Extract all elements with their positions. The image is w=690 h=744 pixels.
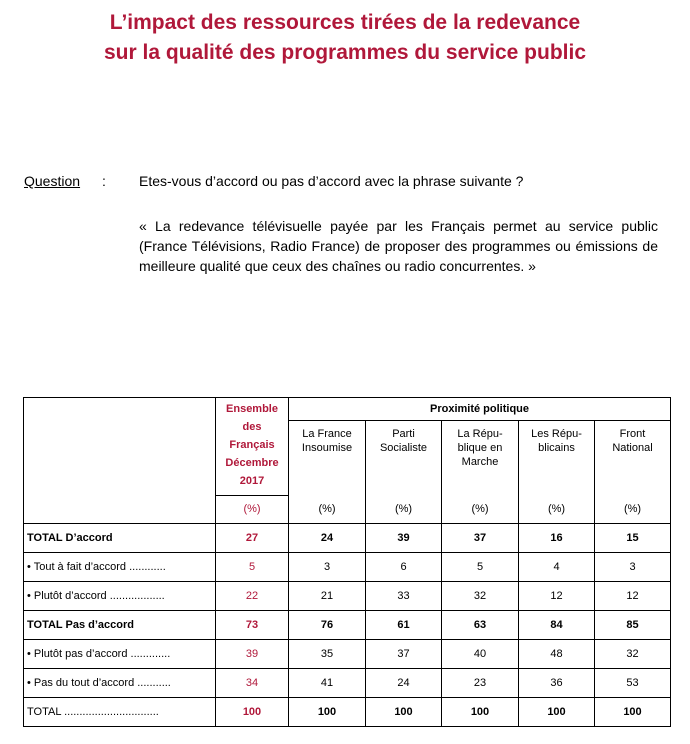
party-value: 21 — [289, 581, 366, 610]
party-name-line: Socialiste — [379, 442, 428, 454]
party-name-line: La Répu- — [457, 428, 503, 440]
party-value: 61 — [366, 610, 442, 639]
party-value: 37 — [366, 639, 442, 668]
ensemble-header-line: Français — [229, 439, 275, 451]
row-label: • Tout à fait d’accord ............ — [24, 552, 216, 581]
ensemble-header-line: Ensemble — [226, 403, 278, 415]
party-value: 16 — [519, 523, 595, 552]
table-row — [24, 523, 671, 552]
party-value: 100 — [289, 697, 366, 726]
party-name-line: blicains — [538, 442, 575, 454]
party-value: 6 — [366, 552, 442, 581]
party-value: 85 — [595, 610, 671, 639]
ensemble-value: 27 — [216, 523, 289, 552]
party-name-line: blique en — [457, 442, 503, 454]
party-value: 36 — [519, 668, 595, 697]
party-header-lrem — [442, 421, 519, 496]
party-value: 100 — [595, 697, 671, 726]
ensemble-header-line: des — [242, 421, 262, 433]
ensemble-header-line: 2017 — [239, 475, 265, 487]
party-value: 35 — [289, 639, 366, 668]
party-name-line: National — [612, 442, 653, 454]
party-header-lfi — [289, 421, 366, 496]
table-row — [24, 639, 671, 668]
ensemble-value: 22 — [216, 581, 289, 610]
party-name-line: Les Répu- — [531, 428, 582, 440]
party-percent-unit: (%) — [519, 495, 595, 523]
party-percent-unit: (%) — [595, 495, 671, 523]
party-name-line: Parti — [392, 428, 415, 440]
party-percent-unit: (%) — [289, 495, 366, 523]
party-value: 53 — [595, 668, 671, 697]
row-label: TOTAL Pas d’accord — [24, 610, 216, 639]
party-value: 37 — [442, 523, 519, 552]
row-label: • Plutôt pas d’accord ............. — [24, 639, 216, 668]
party-value: 100 — [519, 697, 595, 726]
ensemble-header-line: Décembre — [225, 457, 279, 469]
table-row — [24, 668, 671, 697]
party-name-line: Front — [619, 428, 646, 440]
header-corner-cell — [24, 398, 216, 524]
political-proximity-header: Proximité politique — [289, 398, 671, 421]
party-name-line: La France — [302, 428, 352, 440]
party-value: 100 — [366, 697, 442, 726]
party-value: 15 — [595, 523, 671, 552]
party-name-line: Insoumise — [301, 442, 353, 454]
party-value: 3 — [595, 552, 671, 581]
party-value: 23 — [442, 668, 519, 697]
question-label: Question — [24, 173, 81, 189]
ensemble-header — [216, 398, 289, 496]
table-row — [24, 581, 671, 610]
party-value: 32 — [442, 581, 519, 610]
title-line-2: sur la qualité des programmes du service public — [104, 41, 586, 64]
title-line-1: L’impact des ressources tirées de la redevance — [109, 11, 581, 34]
question-colon: : — [102, 173, 106, 189]
party-name-line: Marche — [461, 456, 499, 468]
party-header-fn — [595, 421, 671, 496]
results-table — [23, 397, 671, 727]
ensemble-percent-unit: (%) — [216, 495, 289, 523]
party-value: 12 — [595, 581, 671, 610]
party-value: 32 — [595, 639, 671, 668]
ensemble-value: 5 — [216, 552, 289, 581]
party-value: 24 — [289, 523, 366, 552]
ensemble-value: 39 — [216, 639, 289, 668]
party-value: 5 — [442, 552, 519, 581]
row-label: • Pas du tout d’accord ........... — [24, 668, 216, 697]
party-value: 12 — [519, 581, 595, 610]
party-value: 84 — [519, 610, 595, 639]
question-text: Etes-vous d’accord ou pas d’accord avec la phrase suivante ? — [139, 173, 524, 189]
party-value: 24 — [366, 668, 442, 697]
party-value: 63 — [442, 610, 519, 639]
table-body — [24, 523, 671, 726]
party-percent-unit: (%) — [442, 495, 519, 523]
table-row — [24, 552, 671, 581]
ensemble-value: 73 — [216, 610, 289, 639]
ensemble-value: 34 — [216, 668, 289, 697]
party-value: 100 — [442, 697, 519, 726]
table-row — [24, 610, 671, 639]
row-label: • Plutôt d’accord .................. — [24, 581, 216, 610]
party-value: 4 — [519, 552, 595, 581]
party-header-lr — [519, 421, 595, 496]
party-value: 33 — [366, 581, 442, 610]
row-label: TOTAL ............................... — [24, 697, 216, 726]
party-value: 39 — [366, 523, 442, 552]
row-label: TOTAL D’accord — [24, 523, 216, 552]
party-value: 76 — [289, 610, 366, 639]
party-value: 3 — [289, 552, 366, 581]
question-quote: « La redevance télévisuelle payée par les Français permet au service public (France Télévisions, Radio France) de proposer des programmes ou émissions de meilleure qualité que ceux des chaînes ou radio concurrentes. » — [139, 218, 658, 274]
party-value: 41 — [289, 668, 366, 697]
table-row — [24, 697, 671, 726]
header-row-group — [24, 398, 671, 421]
party-value: 48 — [519, 639, 595, 668]
party-percent-unit: (%) — [366, 495, 442, 523]
party-header-ps — [366, 421, 442, 496]
party-value: 40 — [442, 639, 519, 668]
page-title — [0, 8, 690, 68]
ensemble-value: 100 — [216, 697, 289, 726]
